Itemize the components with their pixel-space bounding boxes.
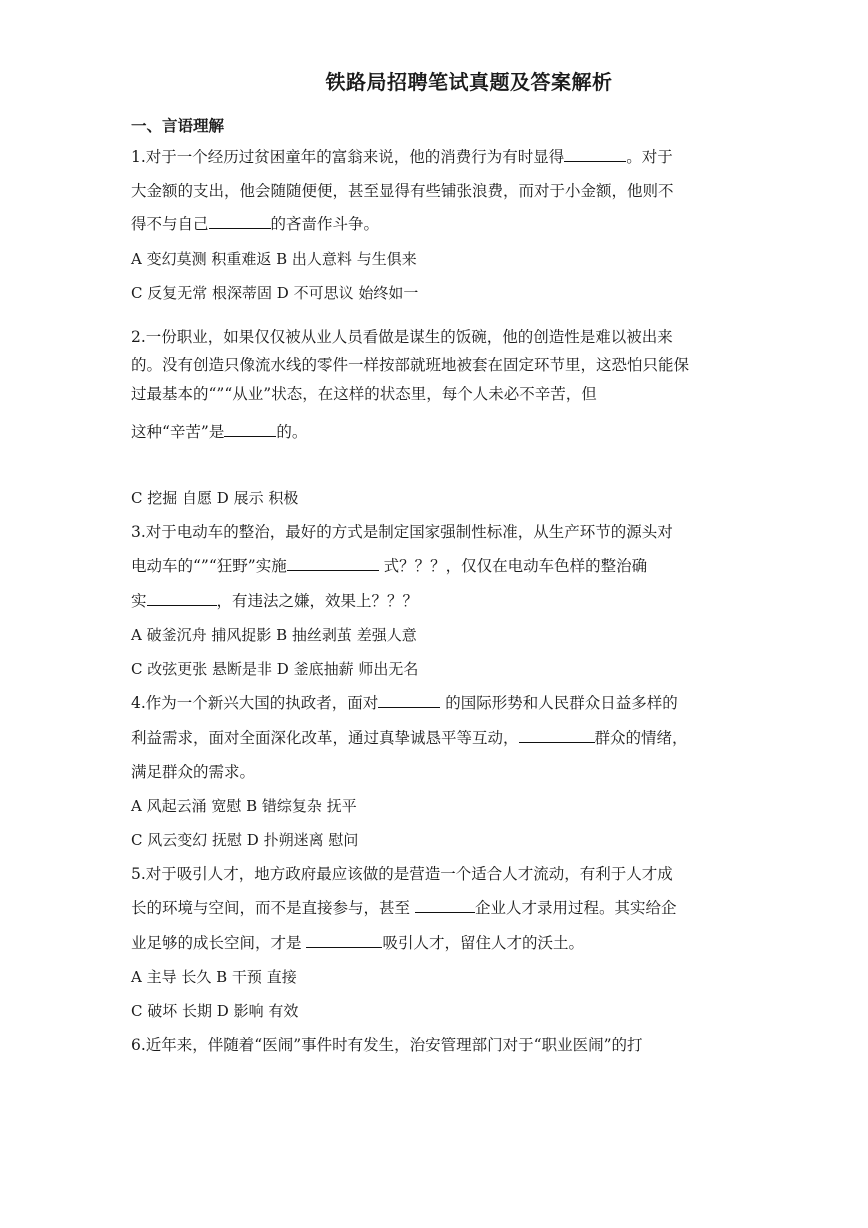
q1-line-1	[131, 146, 673, 168]
answer-blank	[147, 590, 217, 606]
q6-line-1: 6.近年来，伴随着“医闹”事件时有发生，治安管理部门对于“职业医闹”的打	[131, 1036, 643, 1054]
section-heading: 一、言语理解	[131, 117, 225, 135]
q4-options-cd: C 风云变幻 抚慰 D 扑朔迷离 慰问	[131, 831, 359, 849]
q1-text: 1.对于一个经历过贫困童年的富翁来说，他的消费行为有时显得	[131, 148, 565, 166]
q2-line-4	[131, 421, 307, 443]
answer-blank	[519, 727, 595, 743]
q1-options-ab: A 变幻莫测 积重难返 B 出人意料 与生俱来	[131, 250, 417, 268]
q4-text: 利益需求，面对全面深化改革，通过真挚诚恳平等互动，	[131, 729, 519, 747]
q5-line-3	[131, 932, 584, 954]
q2-text: 的。	[276, 423, 308, 441]
answer-blank	[415, 897, 475, 913]
answer-blank	[378, 692, 440, 708]
q4-text: 群众的情绪，	[594, 729, 688, 747]
answer-blank	[209, 213, 271, 229]
answer-blank	[306, 932, 382, 948]
answer-blank	[287, 555, 379, 571]
q2-line-2: 的。没有创造只像流水线的零件一样按部就班地被套在固定环节里，这恐怕只能保	[131, 356, 690, 374]
q3-text: 式？？？，仅仅在电动车色样的整治确	[378, 557, 648, 575]
q5-text: 业足够的成长空间，才是	[131, 934, 307, 952]
q5-text: 企业人才录用过程。其实给企	[474, 899, 677, 917]
q3-line-3	[131, 590, 418, 612]
answer-blank	[564, 146, 626, 162]
q3-options-cd: C 改弦更张 悬断是非 D 釜底抽薪 师出无名	[131, 660, 419, 678]
q1-options-cd: C 反复无常 根深蒂固 D 不可思议 始终如一	[131, 284, 419, 302]
q2-line-3: 过最基本的“”“从业”状态，在这样的状态里，每个人未必不辛苦，但	[131, 385, 597, 403]
q5-options-cd: C 破坏 长期 D 影响 有效	[131, 1002, 299, 1020]
q4-line-1	[131, 692, 678, 714]
q3-line-2	[131, 555, 647, 577]
q2-options-cd: C 挖掘 自愿 D 展示 积极	[131, 489, 299, 507]
q5-text: 吸引人才，留住人才的沃土。	[382, 934, 584, 952]
q3-options-ab: A 破釜沉舟 捕风捉影 B 抽丝剥茧 差强人意	[131, 626, 417, 644]
q1-text: 的吝啬作斗争。	[270, 215, 380, 233]
q5-line-2	[131, 897, 676, 919]
q3-text: 实	[131, 592, 147, 610]
q3-text: ，有违法之嫌，效果上？？？	[216, 592, 419, 610]
answer-blank	[224, 421, 276, 437]
q5-options-ab: A 主导 长久 B 干预 直接	[131, 968, 297, 986]
q1-line-3	[131, 213, 379, 235]
q2-text: 这种“辛苦”是	[131, 423, 225, 441]
q3-text: 电动车的“”“狂野”实施	[131, 557, 287, 575]
q4-text: 的国际形势和人民群众日益多样的	[440, 694, 678, 712]
q1-text: 。对于	[626, 148, 673, 166]
page-title: 铁路局招聘笔试真题及答案解析	[325, 70, 613, 94]
q4-line-3: 满足群众的需求。	[131, 763, 256, 781]
q4-text: 4.作为一个新兴大国的执政者，面对	[131, 694, 379, 712]
q1-text: 得不与自己	[131, 215, 209, 233]
q3-line-1: 3.对于电动车的整治，最好的方式是制定国家强制性标准，从生产环节的源头对	[131, 523, 673, 541]
q4-options-ab: A 风起云涌 宽慰 B 错综复杂 抚平	[131, 797, 357, 815]
q4-line-2	[131, 727, 688, 749]
q2-line-1: 2.一份职业，如果仅仅被从业人员看做是谋生的饭碗，他的创造性是难以被出来	[131, 328, 673, 346]
q5-line-1: 5.对于吸引人才，地方政府最应该做的是营造一个适合人才流动，有利于人才成	[131, 865, 673, 883]
q1-line-2: 大金额的支出，他会随随便便，甚至显得有些铺张浪费，而对于小金额，他则不	[131, 182, 674, 200]
q5-text: 长的环境与空间，而不是直接参与，甚至	[131, 899, 415, 917]
